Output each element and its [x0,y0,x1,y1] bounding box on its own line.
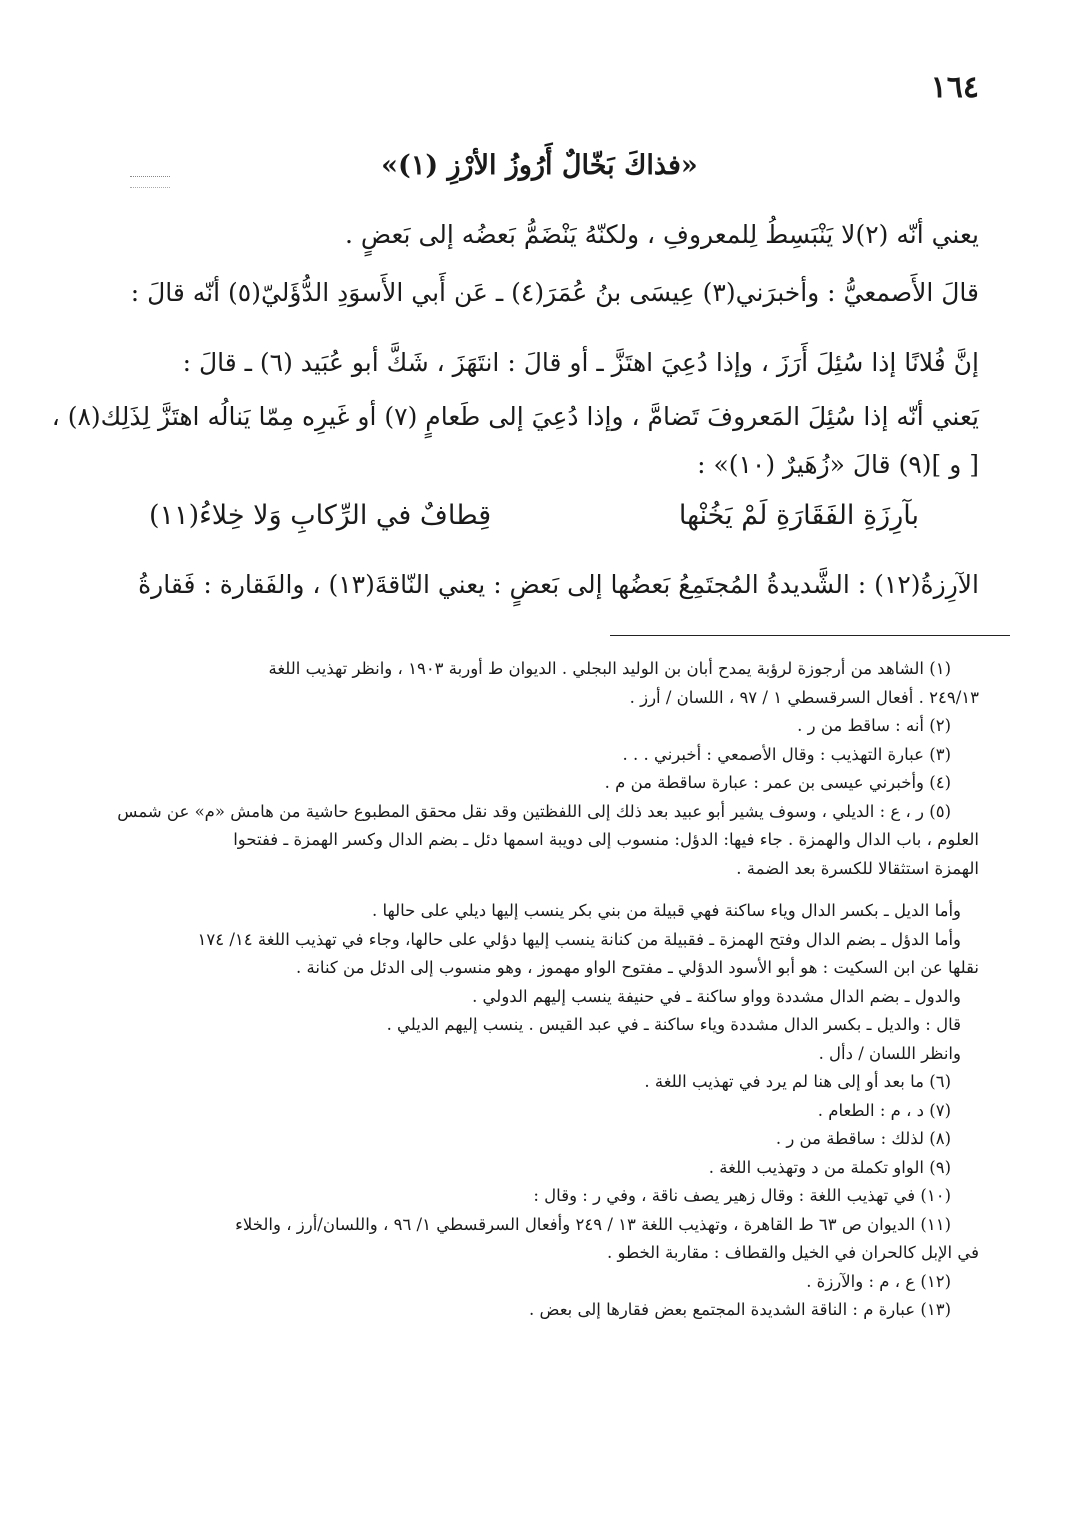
footnote: (١) الشاهد من أرجوزة لرؤبة يمدح أبان بن الوليد البجلي . الديوان ط أوربة ١٩٠٣ ، وانظر تهذيب اللغة [268,659,951,678]
footnote: (٨) لذلك : ساقطة من ر . [775,1129,951,1148]
footnote: ٢٤٩/١٣ . أفعال السرقسطي ١ / ٩٧ ، اللسان / أرز . [629,687,979,707]
footnote: نقلها عن ابن السكيت : هو أبو الأسود الدؤلي ـ مفتوح الواو مهموز ، وهو منسوب إلى الدئل من كنانة . [295,958,979,977]
post-verse-text [89,560,979,610]
footnote: (١٠) في تهذيب اللغة : وقال زهير يصف ناقة ، وفي ر : وقال : [533,1186,951,1205]
footnote: وانظر اللسان / دأل . [818,1043,961,1063]
footnote: (٧) د ، م : الطعام . [817,1100,951,1120]
footnote: وأما الديل ـ بكسر الدال وياء ساكنة فهي قبيلة من بني بكر ينسب إليها ديلي على حالها . [371,901,961,920]
page-number: ١٦٤ [930,70,979,105]
footnote: (١٣) عبارة م : الناقة الشديدة المجتمع بعض فقارها إلى بعض . [529,1300,951,1319]
main-line: يَعني أنّه إذا سُئِلَ المَعروفَ تَضامَّ ، وإذا دُعِيَ إلى طَعامٍ (٧) أو غَيرِه مِمّا يَنالُه اهتَزَّ لِذَلِك(٨) ، [51,402,979,431]
footnote: قال : والديل ـ بكسر الدال مشددة وياء ساكنة ـ في عبد القيس . ينسب إليهم الديلي . [386,1015,961,1034]
footnote: وأما الدؤل ـ بضم الدال وفتح الهمزة ـ فقبيلة من كنانة ينسب إليها دؤلي على حالها، وجاء في تهذيب اللغة ١٤/ ١٧٤ [197,929,961,949]
footnote: في الإبل كالحران في الخيل والقطاف : مقاربة الخطو . [606,1243,979,1262]
verse-second-hemistich: قِطافٌ في الرِّكابِ وَلا خِلاءُ(١١) [149,500,492,531]
footnote: (٥) ر ، ع : الديلي ، وسوف يشير أبو عبيد بعد ذلك إلى اللفظتين وقد نقل محقق المطبوع حاشية من هامش «م» عن شمس [117,801,951,821]
footnote: (٦) ما بعد أو إلى هنا لم يرد في تهذيب اللغة . [644,1072,951,1091]
footnote: (٢) أنه : ساقط من ر . [797,716,951,735]
main-text [51,210,979,490]
footnote: (٤) وأخبرني عيسى بن عمر : عبارة ساقطة من م . [604,773,951,792]
main-line: يعني أنّه (٢)لا يَنْبَسِطُ لِلمعروفِ ، ولكنّهُ يَنْضَمُّ بَعضُه إلى بَعضٍ . [344,220,979,249]
main-line: [ و ](٩) قالَ «زُهَيرٌ (١٠)» : [697,450,979,479]
main-line: قالَ الأَصمعيُّ : وأخبرَني(٣) عِيسَى بنُ عُمَرَ(٤) ـ عَن أَبي الأَسوَدِ الدُّؤَليّ(٥) أنّه قالَ : [130,278,979,307]
footnote: (١٢) ع ، م : والآرزة . [806,1271,951,1291]
main-line: الآرِزةُ(١٢) : الشَّديدةُ المُجتَمِعُ بَعضُها إلى بَعضٍ : يعني النّاقةَ(١٣) ، والفَقارة : فَقارةُ [138,570,979,599]
footnote: العلوم ، باب الدال والهمزة . جاء فيها: الدؤل: منسوب إلى دويبة اسمها دئل ـ بضم الدال وكسر الهمزة ـ ففتحوا [233,830,979,849]
footnote-divider [610,635,1010,636]
poetry-verse [89,500,979,531]
footnote: والدول ـ بضم الدال مشددة وواو ساكنة ـ في حنيفة ينسب إليهم الدولي . [472,986,961,1006]
main-line: إنَّ فُلانًا إذا سُئِلَ أَرَزَ ، وإذا دُعِيَ اهتَزَّ ـ أو قالَ : انتَهَزَ ، شَكَّ أبو عُبَيد (٦) ـ قالَ : [182,348,979,377]
footnote: (٣) عبارة التهذيب : وقال الأصمعي : أخبرني . . . [622,744,951,764]
footnote: (٩) الواو تكملة من د وتهذيب اللغة . [708,1157,951,1177]
quoted-hemistich: «فذاكَ بَخّالٌ أَرُوزُ الأرْزِ (١)» [381,150,698,181]
footnote: الهمزة استثقالا للكسرة بعد الضمة . [736,858,979,878]
footnotes [89,655,979,1325]
verse-first-hemistich: بآرِزَةِ الفَقَارَةِ لَمْ يَخُنْها [678,500,919,531]
footnote: (١١) الديوان ص ٦٣ ط القاهرة ، وتهذيب اللغة ١٣ / ٢٤٩ وأفعال السرقسطي ١/ ٩٦ ، واللسان/أرز ، والخلاء [235,1214,951,1234]
